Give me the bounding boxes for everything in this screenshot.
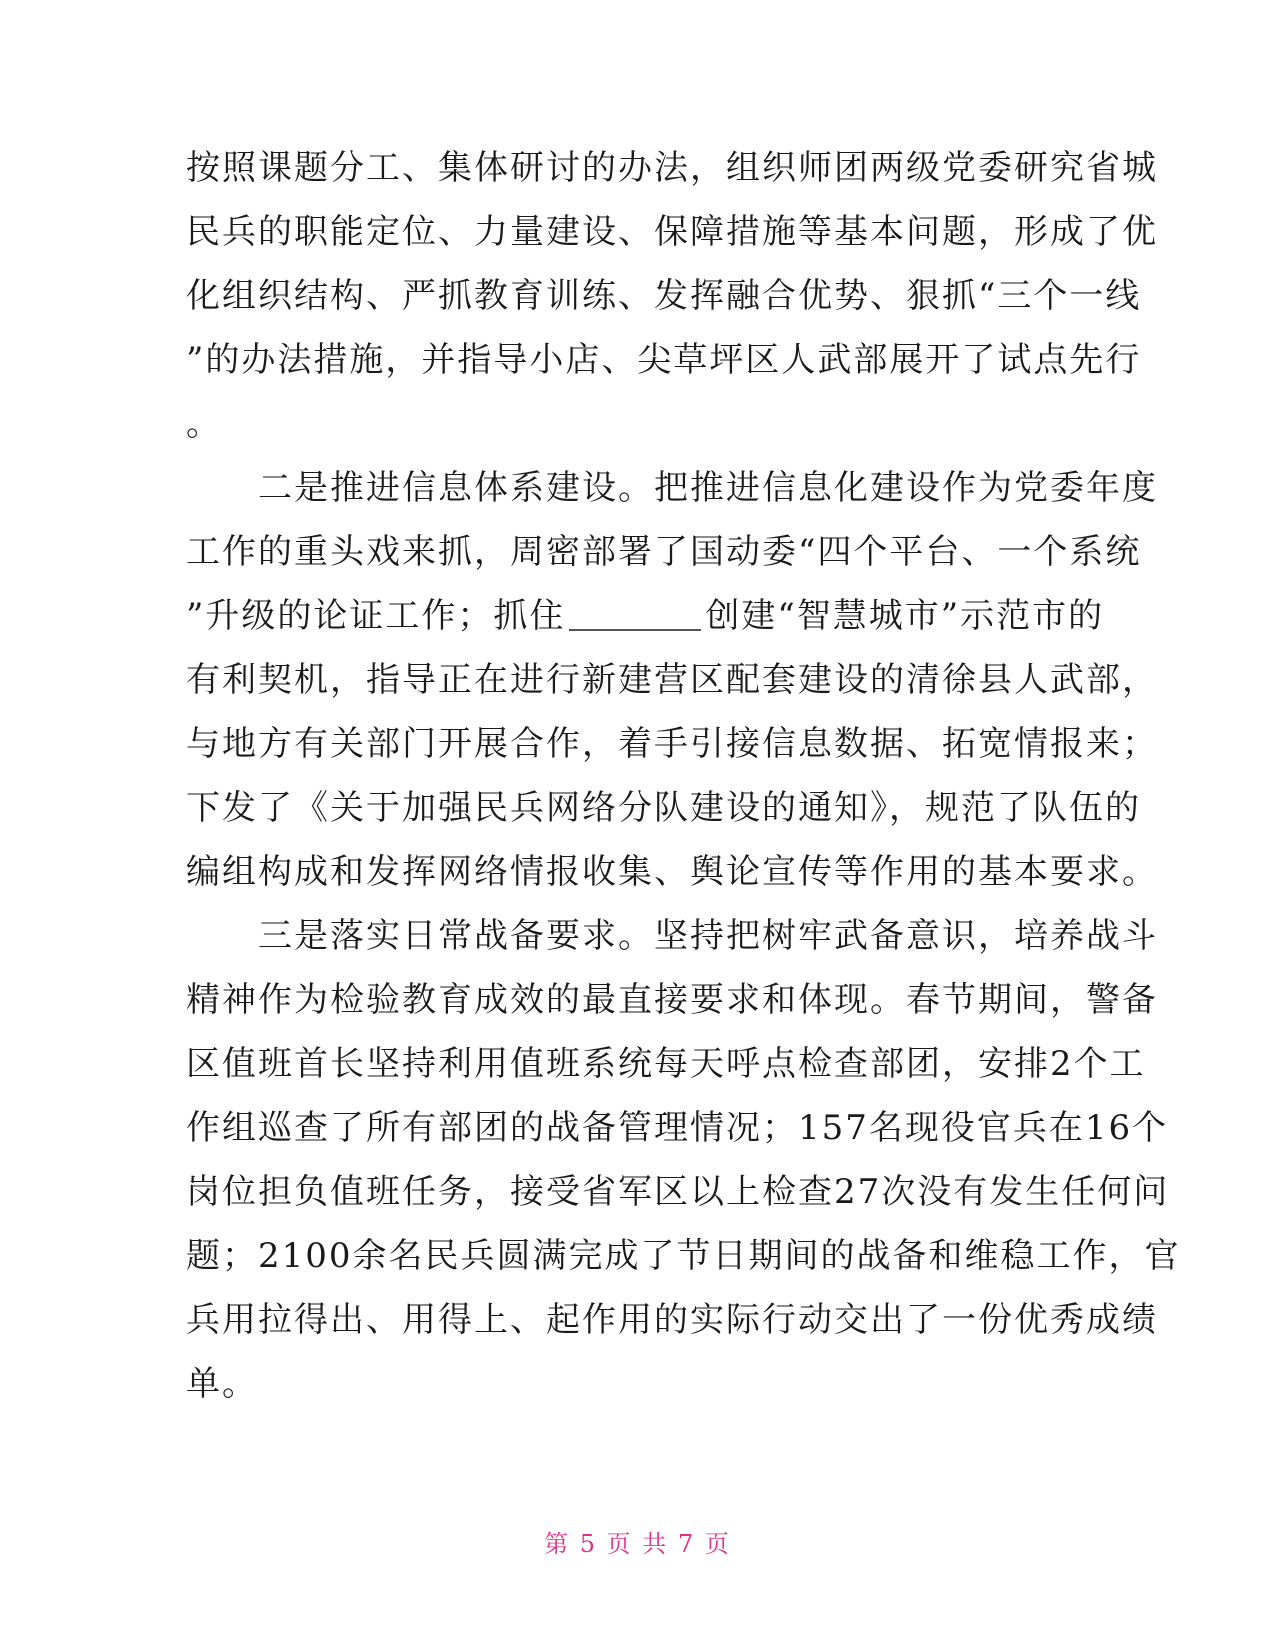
text-line: 兵用拉得出、用得上、起作用的实际行动交出了一份优秀成绩	[186, 1300, 1158, 1340]
text-line: 岗位担负值班任务，接受省军区以上检查27次没有发生任何问	[186, 1172, 1170, 1212]
text-line: 化组织结构、严抓教育训练、发挥融合优势、狠抓“三个一线	[186, 276, 1142, 316]
text-line: 精神作为检验教育成效的最直接要求和体现。春节期间，警备	[186, 980, 1158, 1020]
text-line: 三是落实日常战备要求。坚持把树牢武备意识，培养战斗	[186, 916, 1158, 956]
text-line-with-blank	[186, 584, 1105, 648]
text-segment: 创建“智慧城市”示范市的	[705, 596, 1105, 636]
text-line: 题；2100余名民兵圆满完成了节日期间的战备和维稳工作，官	[186, 1236, 1181, 1276]
text-line: 有利契机，指导正在进行新建营区配套建设的清徐县人武部，	[186, 660, 1158, 700]
text-line: 与地方有关部门开展合作，着手引接信息数据、拓宽情报来；	[186, 724, 1158, 764]
text-line: 下发了《关于加强民兵网络分队建设的通知》，规范了队伍的	[186, 788, 1141, 828]
document-body	[186, 136, 1181, 1416]
text-line: 。	[186, 404, 222, 444]
text-line: 编组构成和发挥网络情报收集、舆论宣传等作用的基本要求。	[186, 852, 1158, 892]
text-line: ”的办法措施，并指导小店、尖草坪区人武部展开了试点先行	[186, 340, 1142, 380]
text-line: 工作的重头戏来抓，周密部署了国动委“四个平台、一个系统	[186, 532, 1142, 572]
fill-in-blank	[569, 599, 701, 631]
text-line: 民兵的职能定位、力量建设、保障措施等基本问题，形成了优	[186, 212, 1158, 252]
page-number-footer: 第 5 页 共 7 页	[544, 1530, 731, 1558]
text-segment: ”升级的论证工作；抓住	[186, 596, 566, 636]
text-line: 二是推进信息体系建设。把推进信息化建设作为党委年度	[186, 468, 1158, 508]
text-line: 单。	[186, 1364, 258, 1404]
text-line: 区值班首长坚持利用值班系统每天呼点检查部团，安排2个工	[186, 1044, 1146, 1084]
text-line: 按照课题分工、集体研讨的办法，组织师团两级党委研究省城	[186, 148, 1158, 188]
text-line: 作组巡查了所有部团的战备管理情况；157名现役官兵在16个	[186, 1108, 1169, 1148]
